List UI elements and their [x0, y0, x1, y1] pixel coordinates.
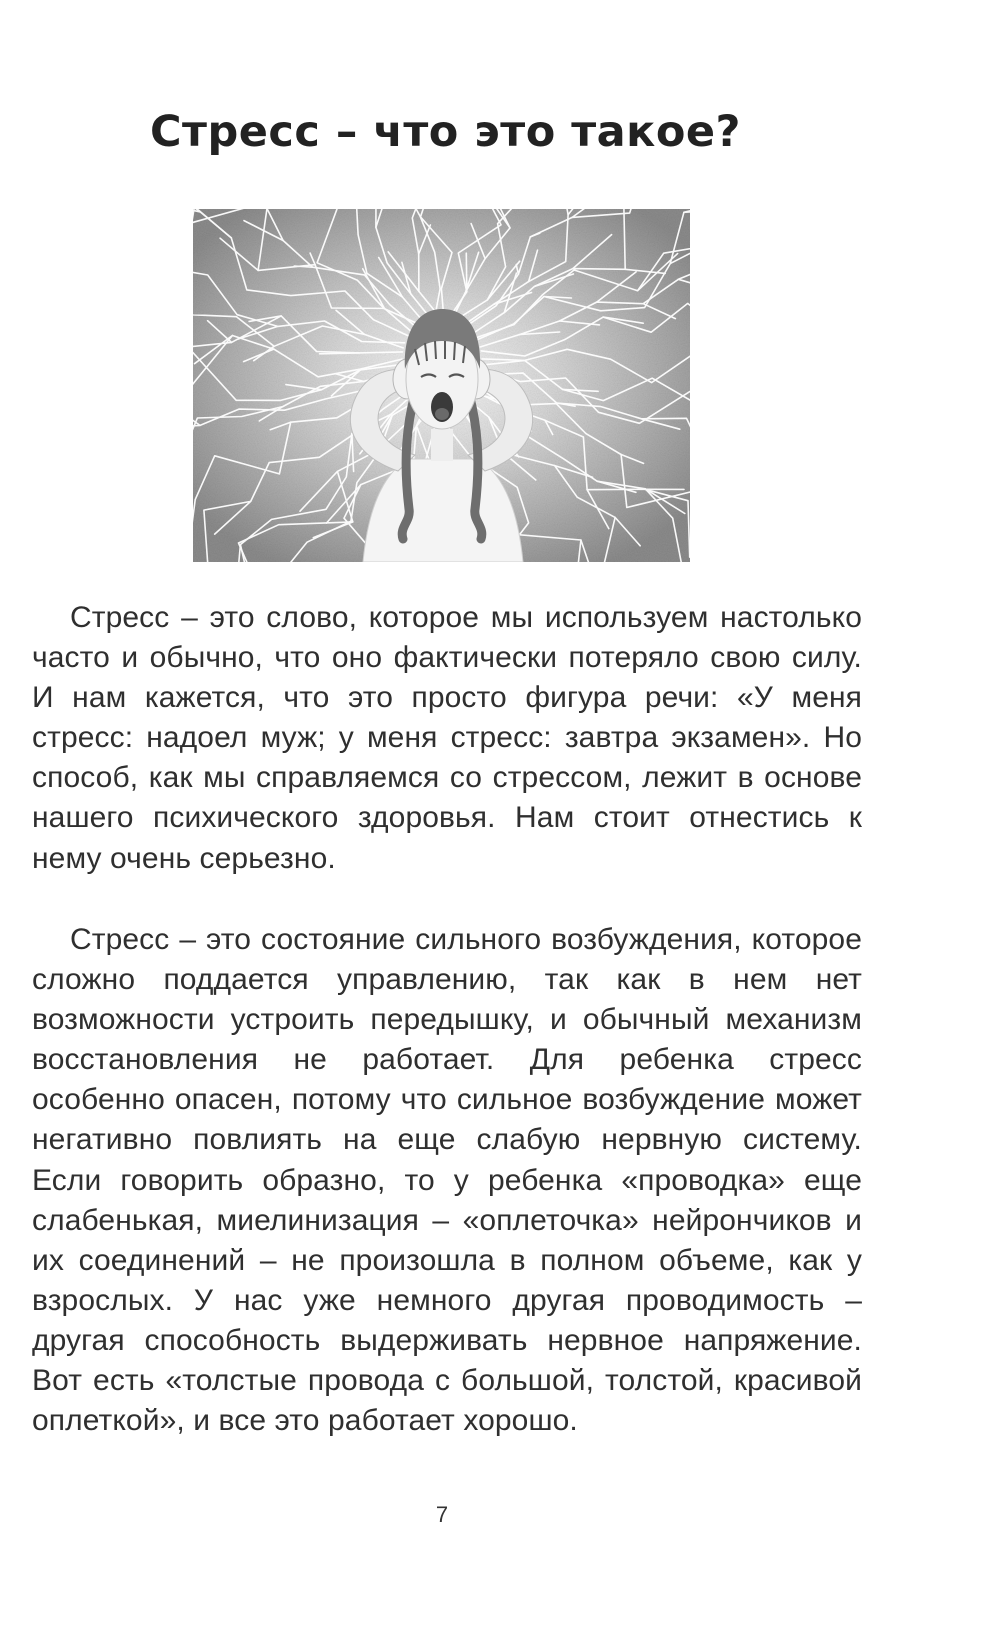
page-number: 7 [435, 1502, 449, 1527]
paragraph-1: Стресс – это слово, которое мы используем настолько часто и обычно, что оно фактически потеряло свою силу. И нам кажется, что это просто фигура речи: «У меня стресс: надоел муж; у меня стресс: завтра экзамен». Но способ, как мы справляемся со стрессом, лежит в основе нашего психического здоровья. Нам стоит отнестись к нему очень серьезно. [32, 601, 862, 875]
tongue [435, 408, 449, 420]
paragraph-2: Стресс – это состояние сильного возбуждения, которое сложно поддается управлению, так как в нем нет возможности устроить передышку, и обычный механизм восстановления не работает. Для ребенка стресс особенно опасен, потому что сильное возбуждение может негативно повлиять на еще слабую нервную систему. Если говорить образно, то у ребенка «проводка» еще слабенькая, миелинизация – «оплеточка» нейрончиков и их соединений – не произошла в полном объеме, как у взрослых. У нас уже немного другая проводимость – другая способность выдерживать нервное напряжение. Вот есть «толстые провода с большой, толстой, красивой оплеткой», и все это работает хорошо. [32, 923, 862, 1438]
lightning-branch [466, 253, 467, 292]
screaming-girl-illustration [193, 209, 690, 562]
neck [431, 429, 453, 461]
page-title: Стресс – что это такое? [150, 107, 741, 157]
screaming-girl-with-lightning-image [193, 209, 690, 562]
